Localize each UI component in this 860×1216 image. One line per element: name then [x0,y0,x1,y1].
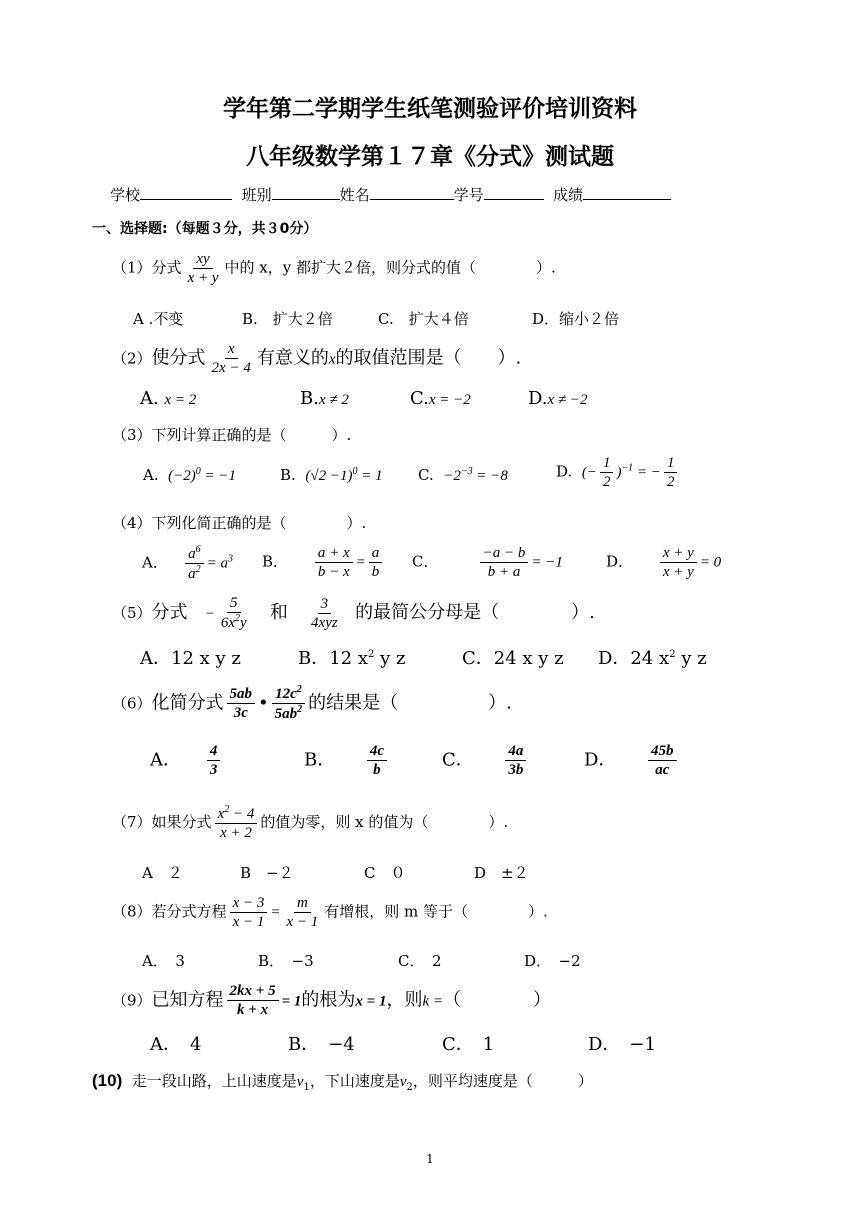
q5-f1-den-exp: 2 [235,613,241,624]
q3-a-label: A. [143,466,159,484]
q3-c-base: −2 [443,468,461,484]
q2-c-expr: x = −2 [428,392,471,408]
q2-frac-num: x [225,340,238,359]
q7-frac-num: x [217,806,225,822]
q7-frac-num-post: − 4 [229,806,255,822]
q3-option-d [556,454,680,491]
q5-neg: − [204,606,215,622]
q4-c-frac [480,544,529,581]
question-4 [112,512,366,533]
q3-c-label: C. [418,466,434,484]
q7-pre: 如果分式 [151,813,212,831]
q10-v1: v [296,1074,304,1090]
q8-pre: 若分式方程 [151,902,227,921]
q3-b-rhs: = 1 [357,468,383,484]
school-label: 学校 [110,186,141,204]
q3-d-frac1-den: 2 [602,474,611,490]
q9-frac-num: 2kx + 5 [227,982,279,1001]
q9-option-b: B． −4 [288,1034,355,1055]
q5-option-a: A．12 x y z [140,648,241,669]
q6-d-den: ac [655,762,670,778]
q2-fraction [209,340,254,377]
q9-mid: 的根为 [301,989,356,1011]
q10-text1: 走一段山路，上山速度是 [131,1072,297,1090]
question-9 [112,982,551,1019]
question-10 [92,1070,593,1093]
q4-option-a [142,544,233,583]
q8-option-c: C． 2 [398,952,442,970]
q9-root: x = 1 [355,993,387,1010]
q5-option-c: C．24 x y z [462,648,564,669]
q3-d-eq: = − [633,464,661,481]
q3-text: 下列计算正确的是（ ）. [151,426,352,444]
q10-text2: ，下山速度是 [309,1072,400,1090]
q6-c-frac [505,742,526,779]
q9-option-d: D． −1 [588,1034,656,1055]
q3-d-open: (− [581,464,597,481]
q3-d-frac1 [600,454,614,491]
q4-b-label: B． [262,552,289,571]
q5-f2-num: 3 [318,595,332,614]
q6-post: 的结果是（ ）. [308,692,512,714]
q4-number: （4） [112,514,152,532]
q4-c-den: b + a [487,564,521,580]
q9-eq: = 1 [281,993,302,1010]
q6-f2-den-exp: 2 [297,704,303,715]
q1-frac-num: xy [193,250,212,269]
q6-b-num: 4c [367,742,387,761]
q1-option-a: A .不变 [133,310,184,328]
title-line-1: 学年第二学期学生纸笔测验评价培训资料 [223,96,637,122]
q2-option-b [300,388,349,409]
q4-d-frac [660,544,697,581]
q1-option-d: D．缩小２倍 [532,310,620,328]
q9-option-a: A． 4 [150,1034,202,1055]
q10-v2: v [399,1074,407,1090]
q5-post: 的最简公分母是（ ）. [355,602,595,623]
q3-d-frac2-num: 1 [664,454,678,473]
class-blank [272,185,340,200]
q4-d-rhs: = 0 [699,554,722,571]
q8-frac2 [283,894,321,931]
q3-a-base: (−2) [168,468,196,484]
q6-c-num: 4a [505,742,526,761]
q4-d-label: D． [606,552,634,571]
q5-b-pre: B．12 x [298,648,369,669]
q2-frac-den: 2x − 4 [211,360,251,376]
q10-v1-sub: 1 [303,1082,310,1093]
q6-option-c [442,742,529,779]
q3-option-c [418,466,508,485]
q5-and: 和 [269,602,288,623]
q9-fraction [227,982,279,1019]
q4-a-frac [185,544,204,583]
question-8 [112,894,548,931]
q6-b-den: b [373,762,381,778]
q4-option-b [262,544,385,581]
q8-option-d: D． −2 [524,952,581,970]
q4-b-den2: b [371,564,380,580]
q4-a-den-exp: 2 [195,564,201,575]
name-blank [370,185,454,200]
q7-option-a: A ２ [142,864,183,882]
q1-option-b: B. 扩大２倍 [242,310,333,328]
q10-text3: ，则平均速度是（ ） [412,1072,593,1090]
q4-a-rhs-exp: 3 [228,553,234,565]
q4-a-num: a [188,546,196,562]
q4-text: 下列化简正确的是（ ）. [151,514,367,532]
question-1 [112,250,556,287]
info-line [110,184,671,205]
q3-d-frac1-num: 1 [600,454,614,473]
q9-paren: （ ） [443,989,552,1011]
question-3 [112,424,351,445]
q2-d-label: D. [528,388,548,409]
question-5 [112,594,595,632]
q7-frac-num-exp: 2 [224,804,230,815]
q8-post: 有增根，则 m 等于（ ）. [324,902,548,921]
q4-b-num: a + x [315,544,353,563]
q6-frac2 [272,684,306,723]
title-line-2: 八年级数学第１７章《分式》测试题 [246,144,614,170]
q6-c-den: 3b [508,762,524,778]
q8-f1-den: x − 1 [232,914,265,930]
q6-b-frac [367,742,387,779]
q6-option-b [304,742,390,779]
q9-option-c: C． 1 [442,1034,495,1055]
q4-option-c [412,544,563,581]
q8-f1-num: x − 3 [230,894,268,913]
q9-pre: 已知方程 [151,989,224,1011]
q6-f1-den: 3c [233,705,248,721]
q3-d-frac2-den: 2 [666,474,675,490]
q3-c-exp: −3 [460,466,473,477]
q5-b-post: y z [374,648,406,669]
q7-option-d: D ±２ [474,864,529,882]
q5-b-exp: 2 [368,649,375,660]
q8-option-b: B． −3 [258,952,314,970]
q5-option-b [298,644,406,670]
q1-post: 中的 x，y 都扩大２倍，则分式的值（ ）. [224,258,556,277]
id-blank [484,185,544,200]
q9-frac-den: k + x [237,1002,269,1018]
q5-f1-num: 5 [227,594,241,613]
q4-d-num: x + y [660,544,697,563]
q6-f1-num: 5ab [227,685,256,704]
q6-pre: 化简分式 [151,692,224,714]
q6-d-frac [648,742,677,779]
q3-option-a [143,466,236,485]
q7-option-b: B −２ [240,864,294,882]
q2-pre: 使分式 [151,347,206,369]
question-2 [112,340,521,377]
q8-f2-den: x − 1 [286,914,319,930]
q3-d-close: ) [616,464,622,481]
q4-b-num2: a [369,544,383,563]
q6-option-d [584,742,680,779]
q1-number: （1） [112,258,152,277]
q5-option-d [598,644,707,670]
q2-d-expr: x ≠ −2 [547,392,588,408]
q4-a-num-exp: 6 [195,544,201,555]
q6-c-label: C． [442,749,474,771]
q7-option-c: C ０ [364,864,406,882]
q4-a-rhs: = a [206,555,229,572]
q2-var: x [328,351,336,368]
q6-f2-num-exp: 2 [296,684,302,695]
q6-a-num: 4 [207,742,221,761]
id-label: 学号 [453,186,484,204]
q2-option-d [528,388,588,409]
q7-number: （7） [112,813,152,831]
question-6 [112,684,512,723]
q6-number: （6） [112,694,152,713]
q5-f1-den-post: y [240,615,247,631]
q4-a-den: a [188,566,196,582]
q3-a-exp: 0 [195,466,201,477]
school-blank [140,185,232,200]
q3-number: （3） [112,426,152,444]
q4-b-frac2 [369,544,383,581]
q3-c-rhs: = −8 [472,468,508,484]
q5-frac1 [218,594,250,632]
q2-option-c [410,388,471,409]
q6-d-label: D． [584,749,617,771]
q5-f1-den: 6x [220,615,236,631]
q5-d-exp: 2 [669,649,676,660]
q8-eq: = [270,904,281,921]
q4-a-label: A． [142,553,168,572]
q6-d-num: 45b [648,742,677,761]
q5-number: （5） [112,604,152,622]
q9-number: （9） [112,991,152,1010]
q4-b-eq: = [355,554,366,571]
q7-frac-den: x + 2 [220,825,252,841]
q4-c-rhs: = −1 [531,554,563,571]
q1-pre: 分式 [151,258,182,277]
q2-option-a [140,388,196,409]
q5-frac2 [308,595,341,632]
q1-frac-den: x + y [187,270,219,286]
class-label: 班别 [241,186,272,204]
q6-a-label: A． [150,749,181,771]
q6-b-label: B． [304,749,336,771]
score-label: 成绩 [553,186,584,204]
q2-a-label: A. [140,388,159,409]
q6-f2-num: 12c [275,686,297,702]
q2-a-expr: x = 2 [164,392,197,408]
q6-option-a [150,742,223,779]
q5-d-post: y z [675,648,707,669]
q3-d-exp: −1 [621,462,634,474]
q6-a-frac [207,742,221,779]
q3-b-label: B. [280,466,296,484]
q8-frac1 [230,894,268,931]
q6-a-den: 3 [209,762,218,778]
q6-dot: • [258,692,269,714]
q2-b-expr: x ≠ 2 [318,392,349,408]
q3-a-rhs: = −1 [200,468,237,484]
q8-f2-num: m [294,894,311,913]
q6-frac1 [227,685,256,722]
q4-option-d [606,544,721,581]
q5-d-pre: D．24 x [598,648,670,669]
q3-b-exp: 0 [352,466,358,477]
q5-f2-den: 4xyz [311,614,338,631]
score-blank [583,185,671,200]
q2-post: 有意义的 [256,347,329,369]
q3-option-b [280,466,383,485]
q4-b-den: b − x [317,564,350,580]
page-number: 1 [426,1152,434,1166]
q9-post: ，则 [386,989,423,1011]
section-heading: 一、选择题:（每题３分，共３0分） [92,221,318,237]
q4-d-den: x + y [662,564,694,580]
q5-pre: 分式 [151,602,188,623]
q1-fraction [185,250,222,287]
q4-c-label: C． [412,552,439,571]
q3-b-base: (√2 −1) [305,468,353,484]
q2-post2: 的取值范围是（ ）. [335,347,522,369]
q2-b-label: B. [300,388,319,409]
q7-post: 的值为零，则 x 的值为（ ）. [260,813,509,831]
q4-c-num: −a − b [480,544,529,563]
question-7 [112,804,508,842]
q8-option-a: A． 3 [142,952,185,970]
q7-fraction [215,804,258,842]
q4-b-frac1 [315,544,353,581]
q2-c-label: C. [410,388,429,409]
q3-d-frac2 [664,454,678,491]
q1-option-c: C. 扩大４倍 [378,310,469,328]
q9-kvar: k = [422,993,444,1010]
q2-number: （2） [112,349,152,368]
q10-number: (10) [92,1071,123,1090]
q6-f2-den: 5ab [274,706,298,722]
q8-number: （8） [112,902,152,921]
q3-d-label: D. [556,462,573,481]
name-label: 姓名 [339,186,370,204]
q10-v2-sub: 2 [406,1082,413,1093]
